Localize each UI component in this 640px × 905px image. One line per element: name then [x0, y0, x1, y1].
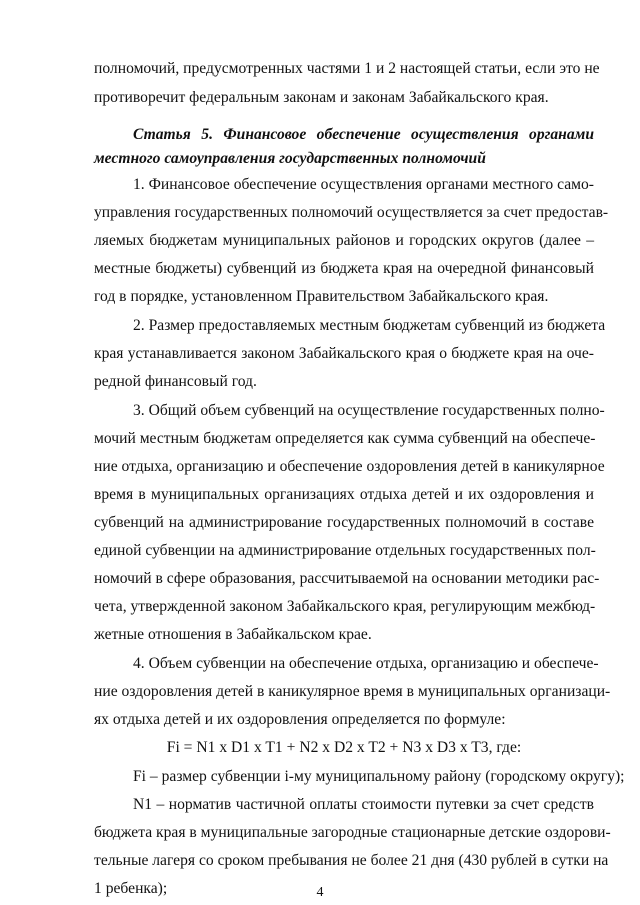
text-line: год в порядке, установленном Правительством Забайкальского края.: [94, 288, 549, 305]
text-line: 3. Общий объем субвенций на осуществление государственных полно-: [133, 402, 605, 419]
text-line: жетные отношения в Забайкальском крае.: [94, 626, 372, 643]
text-line: N1 – норматив частичной оплаты стоимости путевки за счет средств: [133, 796, 594, 813]
text-line: полномочий, предусмотренных частями 1 и 2 настоящей статьи, если это не: [94, 60, 600, 77]
text-line: субвенций на администрирование государственных полномочий в составе: [94, 514, 594, 531]
text-line: ние отдыха, организацию и обеспечение оздоровления детей в каникулярное: [94, 458, 605, 475]
text-line: единой субвенции на администрирование отдельных государственных пол-: [94, 542, 596, 559]
text-line: номочий в сфере образования, рассчитываемой на основании методики рас-: [94, 570, 600, 587]
formula: Fi = N1 x D1 x T1 + N2 x D2 x T2 + N3 x D3 x T3, где:: [166, 739, 522, 756]
text-line: 4. Объем субвенции на обеспечение отдыха, организацию и обеспече-: [133, 655, 599, 672]
text-line: чета, утвержденной законом Забайкальского края, регулирующим межбюд-: [94, 598, 596, 615]
text-line: время в муниципальных организациях отдыха детей и их оздоровления и: [94, 486, 594, 503]
text-line: редной финансовый год.: [94, 373, 257, 390]
article-heading: местного самоуправления государственных полномочий: [94, 150, 486, 167]
page-number: 4: [316, 885, 324, 900]
text-line: противоречит федеральным законам и законам Забайкальского края.: [94, 89, 549, 106]
text-line: управления государственных полномочий осуществляется за счет предостав-: [94, 204, 609, 221]
text-line: ляемых бюджетам муниципальных районов и городских округов (далее –: [94, 232, 594, 249]
text-line: 2. Размер предоставляемых местным бюджетам субвенций из бюджета: [133, 317, 606, 334]
text-line: ях отдыха детей и их оздоровления определяется по формуле:: [94, 711, 506, 728]
text-line: местные бюджеты) субвенций из бюджета края на очередной финансовый: [94, 260, 594, 277]
text-line: мочий местным бюджетам определяется как сумма субвенций на обеспече-: [94, 430, 596, 447]
text-line: Fi – размер субвенции i-му муниципальному району (городскому округу);: [133, 768, 625, 785]
text-line: бюджета края в муниципальные загородные стационарные детские оздорови-: [94, 824, 611, 841]
text-line: 1. Финансовое обеспечение осуществления органами местного само-: [133, 176, 594, 193]
text-line: 1 ребенка);: [94, 880, 168, 897]
text-line: ние оздоровления детей в каникулярное время в муниципальных организаци-: [94, 683, 611, 700]
article-heading: Статья 5. Финансовое обеспечение осуществления органами: [133, 126, 594, 143]
text-line: тельные лагеря со сроком пребывания не более 21 дня (430 рублей в сутки на: [94, 852, 609, 869]
text-line: края устанавливается законом Забайкальского края о бюджете края на оче-: [94, 345, 594, 362]
